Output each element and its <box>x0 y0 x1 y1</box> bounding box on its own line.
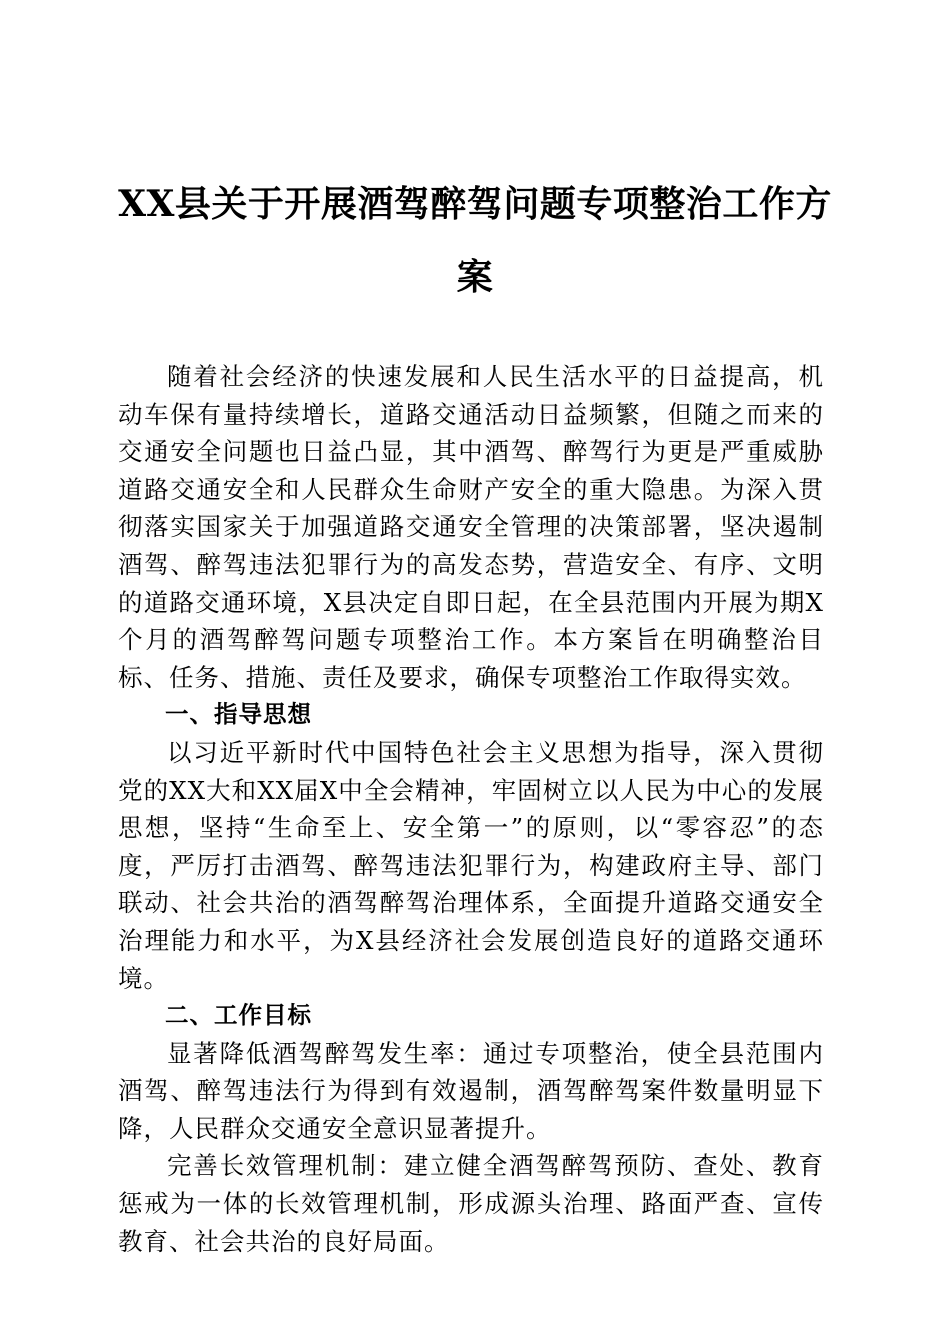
document-body <box>118 358 824 1260</box>
guiding-ideology-paragraph: 以习近平新时代中国特色社会主义思想为指导，深入贯彻党的XX大和XX届X中全会精神，牢固树立以人民为中心的发展思想，坚持“生命至上、安全第一”的原则，以“零容忍”的态度，严厉打击酒驾、醉驾违法犯罪行为，构建政府主导、部门联动、社会共治的酒驾醉驾治理体系，全面提升道路交通安全治理能力和水平，为X县经济社会发展创造良好的道路交通环境。 <box>118 737 824 993</box>
section-heading-work-goals: 二、工作目标 <box>165 1001 312 1030</box>
work-goal-paragraph: 显著降低酒驾醉驾发生率：通过专项整治，使全县范围内酒驾、醉驾违法行为得到有效遏制，酒驾醉驾案件数量明显下降，人民群众交通安全意识显著提升。 <box>118 1038 824 1143</box>
intro-paragraph: 随着社会经济的快速发展和人民生活水平的日益提高，机动车保有量持续增长，道路交通活动日益频繁，但随之而来的交通安全问题也日益凸显，其中酒驾、醉驾行为更是严重威胁道路交通安全和人民群众生命财产安全的重大隐患。为深入贯彻落实国家关于加强道路交通安全管理的决策部署，坚决遏制酒驾、醉驾违法犯罪行为的高发态势，营造安全、有序、文明的道路交通环境，X县决定自即日起，在全县范围内开展为期X个月的酒驾醉驾问题专项整治工作。本方案旨在明确整治目标、任务、措施、责任及要求，确保专项整治工作取得实效。 <box>118 362 824 692</box>
document-title: XX县关于开展酒驾醉驾问题专项整治工作方案 <box>118 183 832 298</box>
work-goal-paragraph: 完善长效管理机制：建立健全酒驾醉驾预防、查处、教育惩戒为一体的长效管理机制，形成源头治理、路面严查、宣传教育、社会共治的良好局面。 <box>118 1151 824 1256</box>
section-heading-guiding-ideology: 一、指导思想 <box>165 700 312 729</box>
